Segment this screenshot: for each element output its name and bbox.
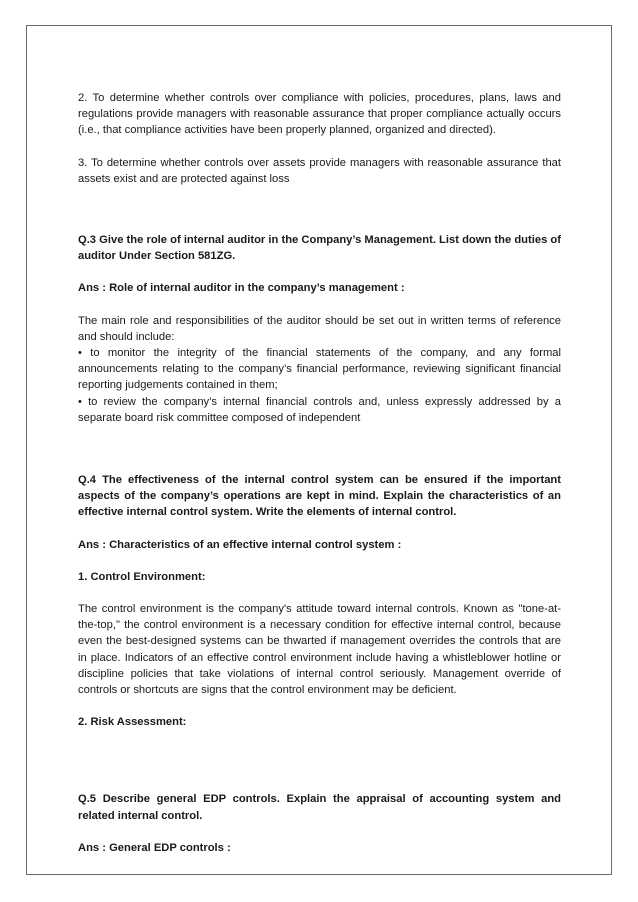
q5-question: Q.5 Describe general EDP controls. Explain the appraisal of accounting system and related internal control. — [78, 793, 561, 822]
q3-intro: The main role and responsibilities of the auditor should be set out in written terms of reference and should include: — [78, 314, 561, 343]
objective-2-paragraph: 2. To determine whether controls over compliance with policies, procedures, plans, laws and regulations provide managers with reasonable assurance that proper compliance actually occurs (i.e., that compliance activities have been properly planned, organized and directed). — [78, 92, 561, 137]
q3-answer-heading: Ans : Role of internal auditor in the company’s management : — [78, 282, 405, 295]
q5-answer-heading: Ans : General EDP controls : — [78, 841, 231, 854]
q4-sub1-heading: 1. Control Environment: — [78, 570, 206, 583]
q3-bullet-1: • to monitor the integrity of the financial statements of the company, and any formal announcements relating to the company’s financial performance, reviewing significant financial reporting judgements contained in them; — [78, 347, 561, 392]
q4-answer-heading: Ans : Characteristics of an effective internal control system : — [78, 538, 402, 551]
q4-sub2-heading: 2. Risk Assessment: — [78, 716, 187, 729]
q3-question: Q.3 Give the role of internal auditor in the Company’s Management. List down the duties of auditor Under Section 581ZG. — [78, 234, 561, 263]
q4-sub1-text: The control environment is the company's attitude toward internal controls. Known as "tone-at-the-top," the control environment is a necessary condition for effective internal control, because even the best-designed systems can be thwarted if management overrides the controls that are in place. Indicators of an effective control environment include having a whistleblower hotline or discipline policies that take violations of internal control seriously. Management override of controls or shortcuts are signs that the control environment may be deficient. — [78, 603, 561, 697]
q4-question: Q.4 The effectiveness of the internal control system can be ensured if the important aspects of the company’s operations are kept in mind. Explain the characteristics of an effective internal control system. Write the elements of internal control. — [78, 474, 561, 519]
document-body — [78, 90, 561, 856]
q3-bullet-2: • to review the company’s internal financial controls and, unless expressly addressed by a separate board risk committee composed of independent — [78, 395, 561, 424]
objective-3-paragraph: 3. To determine whether controls over assets provide managers with reasonable assurance that assets exist and are protected against loss — [78, 156, 561, 185]
